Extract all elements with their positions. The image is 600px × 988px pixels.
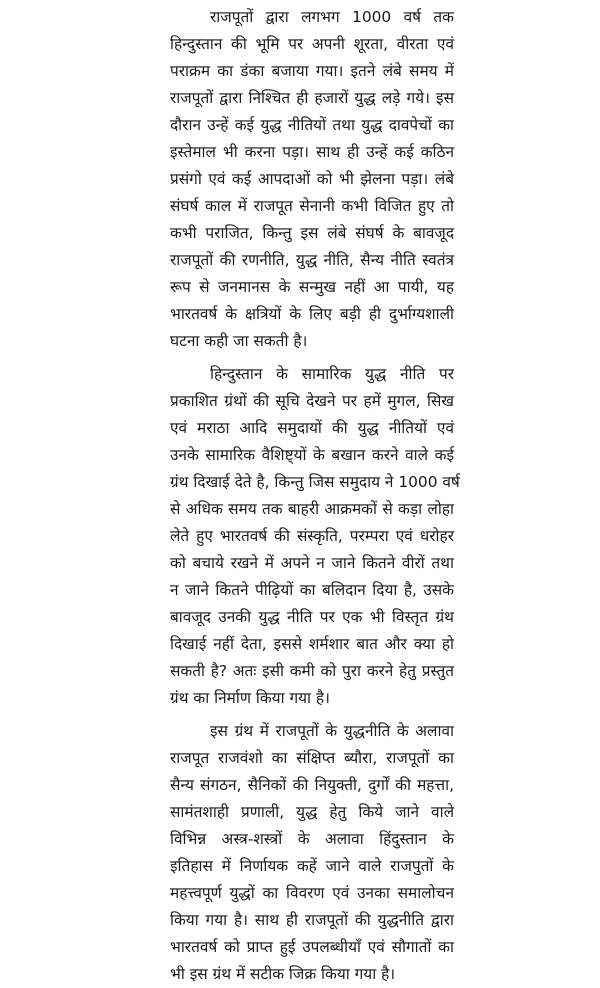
text-line: ग्रंथ का निर्माण किया गया है। [170,689,330,707]
text-line: हिन्दुस्तान की भूमि पर अपनी शूरता, वीरता एवं [170,35,454,53]
text-line: इस्तेमाल भी करना पड़ा। साथ ही उन्हें कई कठिन [170,143,454,161]
text-line: महत्त्वपूर्ण युद्धों का विवरण एवं उनका समालोचन [170,884,454,902]
text-line: को बचाये रखने में अपने न जाने कितने वीरों तथा [170,554,454,572]
paragraph-1 [170,4,454,355]
text-line: बावजूद उनकी युद्ध नीति पर एक भी विस्तृत ग्रंथ [170,608,454,626]
text-line: सकती है? अतः इसी कमी को पुरा करने हेतु प्रस्तुत [170,662,454,680]
text-line: राजपूतों की रणनीति, युद्ध नीति, सैन्य नीति स्वतंत्र [170,251,454,269]
text-line: कभी पराजित, किन्तु इस लंबे संघर्ष के बावजूद [170,224,454,242]
text-line: पराक्रम का डंका बजाया गया। इतने लंबे समय में [170,62,454,80]
paragraph-2 [170,361,460,712]
text-line: राजपूतों द्वारा लगभग 1000 वर्ष तक [210,8,454,26]
text-line: हिन्दुस्तान के सामारिक युद्ध नीति पर [210,365,454,383]
text-line: दिखाई नहीं देता, इससे शर्मशार बात और क्या हो [170,635,454,653]
text-line: लेते हुए भारतवर्ष की संस्कृति, परम्परा एवं धरोहर [170,527,454,545]
text-line: से अधिक समय तक बाहरी आक्रमकों से कड़ा लोहा [170,500,454,518]
text-line: प्रकाशित ग्रंथों की सूचि देखने पर हमें मुगल, सिख [170,392,454,410]
paragraph-3 [170,718,454,988]
text-line: राजपूतों द्वारा निश्चित ही हजारों युद्ध लड़े गये। इस [170,89,454,107]
text-line: उनके सामारिक वैशिष्ट्यों के बखान करने वाले कई [170,446,454,464]
text-line: राजपूत राजवंशो का संक्षिप्त ब्यौरा, राजपूतों का [170,749,454,767]
text-line: विभिन्न अस्त्र-शस्त्रों के अलावा हिंदुस्तान के [170,830,454,848]
text-line: भारतवर्ष को प्राप्त हुई उपलब्धीयाँ एवं सौगातों का [170,938,454,956]
body-text [170,4,460,988]
text-line: किया गया है। साथ ही राजपूतों की युद्धनीति द्वारा [170,911,454,929]
text-line: दौरान उन्हें कई युद्ध नीतियों तथा युद्ध दावपेचों का [170,116,454,134]
text-line: इतिहास में निर्णायक कहें जाने वाले राजपुतों के [170,857,454,875]
text-line: ग्रंथ दिखाई देते है, किन्तु जिस समुदाय ने 1000 वर्ष [170,473,460,491]
text-line: इस ग्रंथ में राजपूतों के युद्धनीति के अलावा [210,722,454,740]
text-line: एवं मराठा आदि समुदायों की युद्ध नीतियों एवं [170,419,454,437]
text-line: संघर्ष काल में राजपूत सेनानी कभी विजित हुए तो [170,197,454,215]
text-line: न जाने कितने पीढ़ियों का बलिदान दिया है, उसके [170,581,454,599]
text-line: प्रसंगो एवं कई आपदाओं को भी झेलना पड़ा। लंबे [170,170,454,188]
text-line: सैन्य संगठन, सैनिकों की नियुक्ती, दुर्गों की महत्ता, [170,776,454,794]
text-line: रूप से जनमानस के सन्मुख नहीं आ पायी, यह [170,278,454,296]
text-line: भारतवर्ष के क्षत्रियों के लिए बड़ी ही दुर्भाग्यशाली [170,305,454,323]
text-line: घटना कही जा सकती है। [170,332,308,350]
text-line: भी इस ग्रंथ में सटीक जिक्र किया गया है। [170,965,396,983]
text-line: सामंतशाही प्रणाली, युद्ध हेतु किये जाने वाले [170,803,454,821]
